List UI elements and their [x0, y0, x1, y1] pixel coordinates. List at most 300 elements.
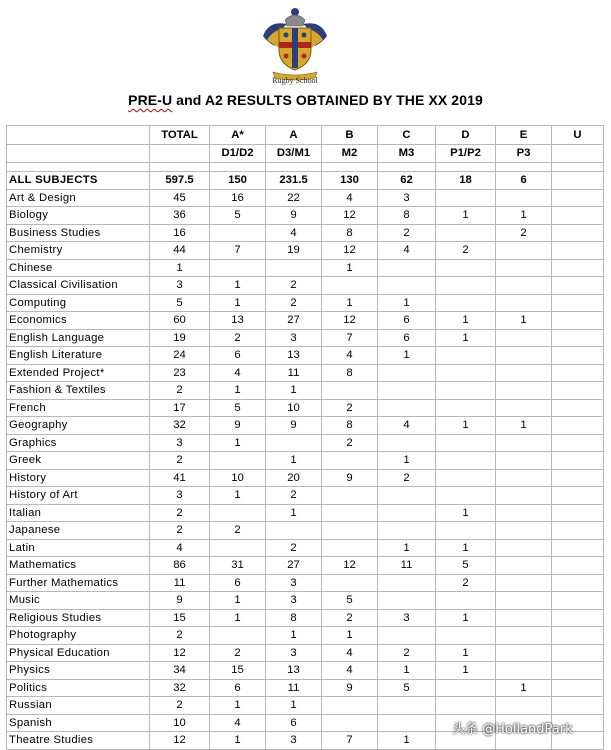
table-cell	[378, 522, 436, 540]
table-cell: D3/M1	[266, 144, 322, 163]
row-label-cell: Politics	[7, 679, 150, 697]
table-cell	[210, 504, 266, 522]
table-cell	[436, 434, 496, 452]
table-cell: 2	[150, 452, 210, 470]
table-cell: 2	[210, 644, 266, 662]
title-rest: and A2 RESULTS OBTAINED BY THE XX 2019	[172, 92, 483, 108]
table-cell	[436, 189, 496, 207]
table-cell: D1/D2	[210, 144, 266, 163]
table-cell: B	[322, 126, 378, 145]
table-cell: 2	[322, 434, 378, 452]
row-label-cell: Physics	[7, 662, 150, 680]
table-cell: 12	[150, 644, 210, 662]
table-cell	[378, 504, 436, 522]
table-cell: 1	[496, 207, 552, 225]
table-cell: 1	[210, 487, 266, 505]
table-cell	[552, 539, 604, 557]
table-cell: 22	[266, 189, 322, 207]
table-cell: 1	[378, 347, 436, 365]
row-label-cell: ALL SUBJECTS	[7, 172, 150, 190]
table-cell	[552, 452, 604, 470]
table-cell	[436, 452, 496, 470]
table-cell: 6	[266, 714, 322, 732]
table-cell: 1	[436, 662, 496, 680]
table-cell: 24	[150, 347, 210, 365]
table-cell	[436, 224, 496, 242]
table-cell: 23	[150, 364, 210, 382]
table-cell: 3	[266, 592, 322, 610]
table-cell: 4	[322, 189, 378, 207]
table-cell: 7	[322, 732, 378, 750]
table-cell: 8	[322, 224, 378, 242]
table-cell: 4	[322, 347, 378, 365]
table-cell: 9	[322, 469, 378, 487]
table-cell: 2	[322, 399, 378, 417]
table-cell: 1	[266, 382, 322, 400]
table-cell: 2	[150, 697, 210, 715]
row-label-cell: Spanish	[7, 714, 150, 732]
school-crest-logo	[255, 6, 335, 84]
table-cell	[552, 592, 604, 610]
table-cell: 4	[210, 714, 266, 732]
table-row	[7, 644, 604, 662]
row-label-cell: Italian	[7, 504, 150, 522]
row-label-cell: Further Mathematics	[7, 574, 150, 592]
table-cell	[496, 522, 552, 540]
table-cell: 231.5	[266, 172, 322, 190]
table-cell: 2	[150, 382, 210, 400]
table-cell: 27	[266, 557, 322, 575]
table-cell: 62	[378, 172, 436, 190]
spacer-cell	[7, 163, 150, 172]
table-cell: 10	[266, 399, 322, 417]
table-cell: 1	[210, 732, 266, 750]
table-cell: 5	[210, 207, 266, 225]
table-cell	[378, 277, 436, 295]
table-row	[7, 207, 604, 225]
table-row	[7, 347, 604, 365]
table-cell	[322, 697, 378, 715]
table-cell: 8	[322, 417, 378, 435]
table-cell	[552, 574, 604, 592]
row-label-cell: Extended Project*	[7, 364, 150, 382]
row-label-cell: Geography	[7, 417, 150, 435]
table-cell	[378, 434, 436, 452]
table-cell: 1	[436, 644, 496, 662]
table-cell: 3	[150, 487, 210, 505]
table-cell	[210, 627, 266, 645]
row-label-cell: Chinese	[7, 259, 150, 277]
table-cell: A	[266, 126, 322, 145]
watermark: 头条 @HollandPark	[452, 722, 573, 737]
table-cell: 34	[150, 662, 210, 680]
table-cell	[552, 644, 604, 662]
table-cell: TOTAL	[150, 126, 210, 145]
table-cell: 3	[150, 434, 210, 452]
table-cell: P1/P2	[436, 144, 496, 163]
table-cell	[552, 522, 604, 540]
row-label-cell: Computing	[7, 294, 150, 312]
table-cell: 2	[322, 609, 378, 627]
table-cell: 2	[436, 242, 496, 260]
table-cell	[496, 294, 552, 312]
table-cell	[322, 714, 378, 732]
table-cell	[552, 609, 604, 627]
row-label-cell: Theatre Studies	[7, 732, 150, 750]
table-cell: 1	[496, 312, 552, 330]
table-cell	[496, 504, 552, 522]
table-cell: 3	[266, 329, 322, 347]
table-cell: 2	[210, 522, 266, 540]
row-label-cell: Photography	[7, 627, 150, 645]
table-cell	[496, 259, 552, 277]
table-cell	[436, 627, 496, 645]
row-label-cell: Art & Design	[7, 189, 150, 207]
table-cell: 6	[210, 574, 266, 592]
table-row	[7, 487, 604, 505]
table-cell: 12	[322, 312, 378, 330]
table-cell: 1	[436, 609, 496, 627]
table-row	[7, 312, 604, 330]
table-cell	[378, 592, 436, 610]
table-cell: 2	[266, 487, 322, 505]
table-cell	[436, 294, 496, 312]
table-cell: M2	[322, 144, 378, 163]
table-cell	[552, 434, 604, 452]
title-first-word: PRE-U	[128, 92, 173, 108]
table-cell	[496, 452, 552, 470]
table-row	[7, 399, 604, 417]
table-cell: A*	[210, 126, 266, 145]
table-cell: 1	[436, 504, 496, 522]
table-cell: 15	[150, 609, 210, 627]
table-cell	[322, 504, 378, 522]
row-label-cell: English Language	[7, 329, 150, 347]
spacer-cell	[210, 163, 266, 172]
table-cell	[436, 592, 496, 610]
table-cell	[552, 207, 604, 225]
table-cell	[552, 172, 604, 190]
table-row	[7, 592, 604, 610]
row-label-cell: Classical Civilisation	[7, 277, 150, 295]
table-cell: 3	[266, 732, 322, 750]
table-cell: 1	[322, 294, 378, 312]
table-cell: 1	[378, 294, 436, 312]
table-cell	[436, 382, 496, 400]
table-cell: 4	[150, 539, 210, 557]
table-cell: 86	[150, 557, 210, 575]
table-cell	[436, 347, 496, 365]
table-cell	[552, 242, 604, 260]
table-cell	[322, 487, 378, 505]
table-cell	[552, 347, 604, 365]
table-cell: 1	[378, 452, 436, 470]
table-cell	[378, 399, 436, 417]
table-cell: 6	[378, 329, 436, 347]
header-row-preu-grades	[7, 144, 604, 163]
table-cell: 6	[378, 312, 436, 330]
table-cell	[552, 189, 604, 207]
table-cell	[496, 469, 552, 487]
table-cell: 4	[322, 644, 378, 662]
table-cell: 19	[150, 329, 210, 347]
table-cell: C	[378, 126, 436, 145]
table-cell: D	[436, 126, 496, 145]
table-cell	[436, 679, 496, 697]
table-cell	[496, 644, 552, 662]
table-cell	[436, 364, 496, 382]
table-cell: 2	[266, 539, 322, 557]
table-cell	[436, 469, 496, 487]
table-cell: 41	[150, 469, 210, 487]
table-cell	[436, 697, 496, 715]
table-cell	[322, 382, 378, 400]
table-cell: 10	[210, 469, 266, 487]
table-cell: 5	[150, 294, 210, 312]
table-cell	[378, 714, 436, 732]
spacer-cell	[496, 163, 552, 172]
table-cell: 12	[322, 557, 378, 575]
row-label-cell: Economics	[7, 312, 150, 330]
table-cell: 4	[378, 242, 436, 260]
table-cell	[552, 399, 604, 417]
table-cell	[496, 382, 552, 400]
table-cell: 16	[210, 189, 266, 207]
table-cell	[322, 277, 378, 295]
table-cell: 13	[266, 662, 322, 680]
table-cell: 1	[436, 329, 496, 347]
table-cell	[496, 539, 552, 557]
table-cell: 13	[210, 312, 266, 330]
table-cell: 27	[266, 312, 322, 330]
table-cell	[552, 144, 604, 163]
table-row	[7, 382, 604, 400]
table-cell	[496, 434, 552, 452]
table-cell	[552, 627, 604, 645]
table-cell	[266, 259, 322, 277]
row-label-cell: Music	[7, 592, 150, 610]
table-row	[7, 574, 604, 592]
table-cell: 60	[150, 312, 210, 330]
table-cell: 11	[150, 574, 210, 592]
table-cell	[378, 574, 436, 592]
table-cell	[322, 539, 378, 557]
table-cell: 130	[322, 172, 378, 190]
table-cell	[552, 557, 604, 575]
table-row	[7, 364, 604, 382]
table-cell: 15	[210, 662, 266, 680]
table-cell	[322, 574, 378, 592]
table-row	[7, 434, 604, 452]
table-cell	[552, 259, 604, 277]
table-row	[7, 277, 604, 295]
table-cell: 1	[436, 539, 496, 557]
table-cell: 32	[150, 417, 210, 435]
table-cell: 7	[322, 329, 378, 347]
table-cell: 1	[378, 662, 436, 680]
table-cell: 5	[210, 399, 266, 417]
table-cell: 20	[266, 469, 322, 487]
table-cell	[436, 399, 496, 417]
results-table	[6, 125, 604, 750]
table-cell	[436, 522, 496, 540]
table-row	[7, 697, 604, 715]
table-cell	[378, 487, 436, 505]
table-cell: 10	[150, 714, 210, 732]
table-row	[7, 189, 604, 207]
table-cell: 2	[266, 294, 322, 312]
table-cell: 11	[266, 364, 322, 382]
row-label-cell: Latin	[7, 539, 150, 557]
table-cell: 9	[266, 417, 322, 435]
spacer-cell	[322, 163, 378, 172]
table-cell: 7	[210, 242, 266, 260]
table-cell	[496, 189, 552, 207]
row-label-cell	[7, 126, 150, 145]
table-row	[7, 627, 604, 645]
table-cell	[496, 574, 552, 592]
table-cell: 12	[322, 242, 378, 260]
row-label-cell: Physical Education	[7, 644, 150, 662]
table-cell	[552, 382, 604, 400]
table-row	[7, 522, 604, 540]
table-cell: 1	[150, 259, 210, 277]
table-cell	[210, 259, 266, 277]
table-cell: 5	[436, 557, 496, 575]
table-cell: 4	[266, 224, 322, 242]
table-row	[7, 662, 604, 680]
table-cell	[552, 277, 604, 295]
table-cell: E	[496, 126, 552, 145]
table-cell	[552, 504, 604, 522]
table-cell: 1	[436, 312, 496, 330]
table-row	[7, 329, 604, 347]
table-row	[7, 609, 604, 627]
table-cell	[436, 259, 496, 277]
table-cell: 4	[210, 364, 266, 382]
table-cell: 3	[150, 277, 210, 295]
table-cell: 1	[266, 697, 322, 715]
table-cell	[150, 144, 210, 163]
table-cell	[322, 522, 378, 540]
table-cell: 4	[378, 417, 436, 435]
table-cell: 1	[210, 277, 266, 295]
all-subjects-row	[7, 172, 604, 190]
row-label-cell: Biology	[7, 207, 150, 225]
table-cell	[322, 452, 378, 470]
table-cell	[496, 487, 552, 505]
table-cell: 16	[150, 224, 210, 242]
table-cell	[496, 329, 552, 347]
table-cell: 44	[150, 242, 210, 260]
spacer-row	[7, 163, 604, 172]
table-cell	[552, 294, 604, 312]
table-cell	[552, 329, 604, 347]
table-cell	[378, 382, 436, 400]
table-row	[7, 259, 604, 277]
row-label-cell	[7, 144, 150, 163]
table-cell	[210, 452, 266, 470]
table-cell: 1	[266, 452, 322, 470]
table-cell	[552, 312, 604, 330]
table-cell: 6	[496, 172, 552, 190]
table-cell	[210, 539, 266, 557]
table-cell: 1	[436, 207, 496, 225]
table-cell: 3	[266, 574, 322, 592]
row-label-cell: Graphics	[7, 434, 150, 452]
crest-icon	[255, 6, 335, 84]
table-cell: 9	[210, 417, 266, 435]
table-row	[7, 557, 604, 575]
table-cell: 18	[436, 172, 496, 190]
table-cell: 1	[266, 504, 322, 522]
table-row	[7, 539, 604, 557]
table-cell: 32	[150, 679, 210, 697]
table-cell	[496, 364, 552, 382]
table-cell: 2	[378, 224, 436, 242]
table-cell	[496, 347, 552, 365]
table-cell: 3	[378, 609, 436, 627]
table-cell: 2	[496, 224, 552, 242]
table-cell	[266, 522, 322, 540]
table-cell	[378, 697, 436, 715]
table-cell	[552, 224, 604, 242]
table-cell	[552, 364, 604, 382]
table-cell: 45	[150, 189, 210, 207]
school-name: Rugby School	[272, 76, 318, 85]
table-cell	[378, 259, 436, 277]
row-label-cell: Mathematics	[7, 557, 150, 575]
table-cell: 1	[378, 539, 436, 557]
table-cell: 1	[210, 382, 266, 400]
table-row	[7, 469, 604, 487]
row-label-cell: French	[7, 399, 150, 417]
table-cell	[378, 364, 436, 382]
table-cell	[496, 277, 552, 295]
table-cell: 3	[266, 644, 322, 662]
row-label-cell: Japanese	[7, 522, 150, 540]
table-cell: 4	[322, 662, 378, 680]
table-cell: 11	[266, 679, 322, 697]
table-cell	[552, 417, 604, 435]
table-cell: 1	[210, 592, 266, 610]
table-cell	[210, 224, 266, 242]
row-label-cell: Business Studies	[7, 224, 150, 242]
table-cell: 31	[210, 557, 266, 575]
table-cell: 150	[210, 172, 266, 190]
table-cell	[552, 469, 604, 487]
spacer-cell	[436, 163, 496, 172]
table-cell	[552, 487, 604, 505]
table-cell: 36	[150, 207, 210, 225]
table-cell: 2	[436, 574, 496, 592]
table-cell: 9	[266, 207, 322, 225]
table-cell: 2	[266, 277, 322, 295]
table-cell: 12	[150, 732, 210, 750]
table-cell: 1	[210, 294, 266, 312]
row-label-cell: Religious Studies	[7, 609, 150, 627]
table-cell: 6	[210, 347, 266, 365]
table-cell: 17	[150, 399, 210, 417]
table-cell: 2	[150, 627, 210, 645]
table-cell	[378, 627, 436, 645]
table-cell: 1	[496, 417, 552, 435]
table-cell: 2	[378, 469, 436, 487]
table-row	[7, 224, 604, 242]
table-cell: 1	[266, 627, 322, 645]
table-cell	[496, 697, 552, 715]
table-cell: 19	[266, 242, 322, 260]
